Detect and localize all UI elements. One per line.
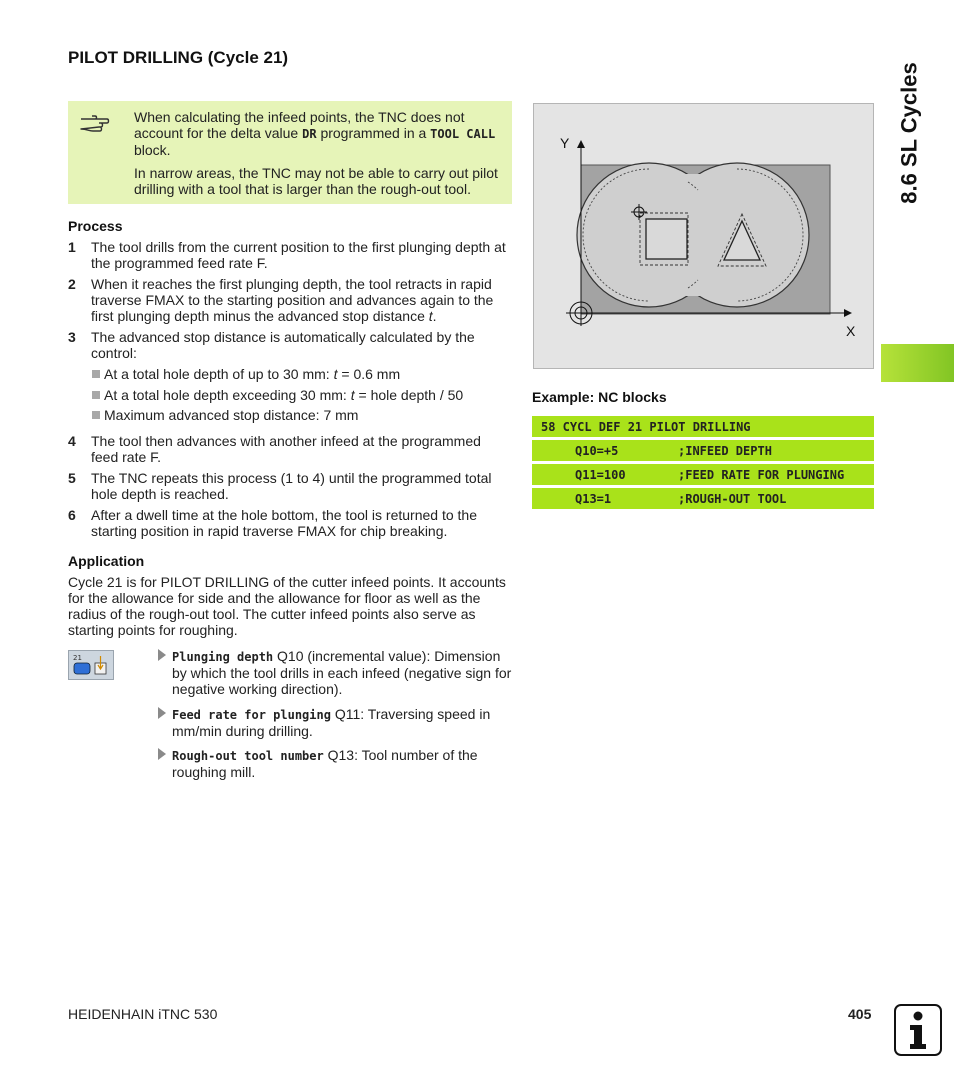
nc-code: Q13=1 bbox=[575, 492, 612, 506]
bullet-text: At a total hole depth of up to 30 mm: bbox=[104, 366, 334, 382]
note-paragraph-1 bbox=[134, 109, 504, 158]
bullet-italic: t bbox=[350, 387, 355, 403]
pointing-hand-icon bbox=[78, 109, 112, 137]
nc-comment: ;INFEED DEPTH bbox=[678, 444, 772, 458]
step-text-part: . bbox=[432, 308, 437, 324]
param-description: Q11: Traversing speed in mm/min during drilling. bbox=[172, 706, 491, 739]
bullet-text: = 0.6 mm bbox=[337, 366, 401, 382]
note-text: programmed in a bbox=[316, 125, 431, 141]
section-tab-marker bbox=[881, 344, 954, 382]
step-text: The tool then advances with another infeed at the programmed feed rate F. bbox=[91, 433, 481, 465]
softkey-label: 21 bbox=[73, 654, 82, 662]
note-text: block. bbox=[134, 142, 171, 158]
note-paragraph-2: In narrow areas, the TNC may not be able to carry out pilot drilling with a tool that is larger than the rough-out tool. bbox=[134, 165, 498, 197]
bullet-square-icon bbox=[92, 411, 100, 419]
section-tab bbox=[890, 50, 930, 215]
nc-code: Q11=100 bbox=[575, 468, 626, 482]
param-name: Plunging depth bbox=[172, 650, 274, 664]
nc-block-row bbox=[532, 416, 874, 437]
nc-code: Q10=+5 bbox=[575, 444, 619, 458]
step-text: After a dwell time at the hole bottom, the tool is returned to the starting position in rapid traverse FMAX for chip breaking. bbox=[91, 507, 477, 539]
step-text bbox=[91, 276, 511, 324]
param-text bbox=[172, 747, 514, 780]
x-axis-label: X bbox=[846, 323, 856, 339]
step-number: 2 bbox=[68, 276, 76, 292]
nc-comment: ;FEED RATE FOR PLUNGING bbox=[678, 468, 845, 482]
nc-code: 58 CYCL DEF 21 PILOT DRILLING bbox=[541, 420, 751, 434]
bullet-text: Maximum advanced stop distance: 7 mm bbox=[104, 407, 359, 423]
step-number: 3 bbox=[68, 329, 76, 345]
param-text bbox=[172, 706, 514, 739]
process-bullet bbox=[92, 387, 512, 403]
param-name: Feed rate for plunging bbox=[172, 708, 331, 722]
note-text: When calculating the infeed points, the TNC does not account for the delta value bbox=[134, 109, 465, 141]
note-code-tool-call: TOOL CALL bbox=[430, 127, 496, 141]
param-text bbox=[172, 648, 514, 697]
step-text: The TNC repeats this process (1 to 4) until the programmed total hole depth is reached. bbox=[91, 470, 492, 502]
param-description: Q10 (incremental value): Dimension by which the tool drills in each infeed (negative sign for negative working direction). bbox=[172, 648, 512, 697]
triangle-arrow-icon bbox=[158, 649, 166, 661]
bullet-text: At a total hole depth exceeding 30 mm: bbox=[104, 387, 351, 403]
step-number: 5 bbox=[68, 470, 76, 486]
y-axis-label: Y bbox=[560, 135, 570, 151]
cycle-21-softkey[interactable] bbox=[68, 650, 114, 680]
bullet-text: = hole depth / 50 bbox=[354, 387, 464, 403]
step-text-part: When it reaches the first plunging depth, the tool retracts in rapid traverse FMAX to the starting position and advances again to the first plunging depth minus the advanced stop distance bbox=[91, 276, 494, 324]
example-heading: Example: NC blocks bbox=[532, 389, 667, 405]
section-tab-label: 8.6 SL Cycles bbox=[897, 61, 922, 204]
step-number: 1 bbox=[68, 239, 76, 255]
note-code-dr: DR bbox=[302, 127, 317, 141]
bullet-square-icon bbox=[92, 370, 100, 378]
step-text: The advanced stop distance is automatically calculated by the control: bbox=[91, 329, 475, 361]
figure-drawing bbox=[534, 104, 875, 370]
param-description: Q13: Tool number of the roughing mill. bbox=[172, 747, 478, 780]
info-i-glyph bbox=[896, 1006, 940, 1054]
step-text-italic: t bbox=[428, 308, 433, 324]
pilot-drilling-figure bbox=[533, 103, 874, 369]
process-bullet bbox=[92, 366, 512, 382]
pilot-drilling-softkey-icon bbox=[69, 651, 113, 679]
triangle-arrow-icon bbox=[158, 707, 166, 719]
process-bullet bbox=[92, 407, 512, 423]
nc-block-row bbox=[532, 464, 874, 485]
bullet-square-icon bbox=[92, 391, 100, 399]
page-number: 405 bbox=[848, 1006, 872, 1022]
page-title: PILOT DRILLING (Cycle 21) bbox=[68, 48, 289, 67]
step-number: 4 bbox=[68, 433, 76, 449]
nc-comment: ;ROUGH-OUT TOOL bbox=[678, 492, 787, 506]
triangle-arrow-icon bbox=[158, 748, 166, 760]
bullet-italic: t bbox=[333, 366, 338, 382]
note-box bbox=[68, 101, 512, 204]
footer-product-name: HEIDENHAIN iTNC 530 bbox=[68, 1006, 218, 1022]
info-icon bbox=[894, 1004, 942, 1056]
param-name: Rough-out tool number bbox=[172, 749, 324, 763]
step-text: The tool drills from the current position to the first plunging depth at the programmed feed rate F. bbox=[91, 239, 506, 271]
application-heading: Application bbox=[68, 553, 145, 569]
step-number: 6 bbox=[68, 507, 76, 523]
nc-block-row bbox=[532, 488, 874, 509]
process-heading: Process bbox=[68, 218, 123, 234]
nc-block-row bbox=[532, 440, 874, 461]
application-paragraph: Cycle 21 is for PILOT DRILLING of the cutter infeed points. It accounts for the allowance for side and the allowance for floor as well as the radius of the rough-out tool. The cutter infeed points also serve as starting points for roughing. bbox=[68, 574, 506, 638]
